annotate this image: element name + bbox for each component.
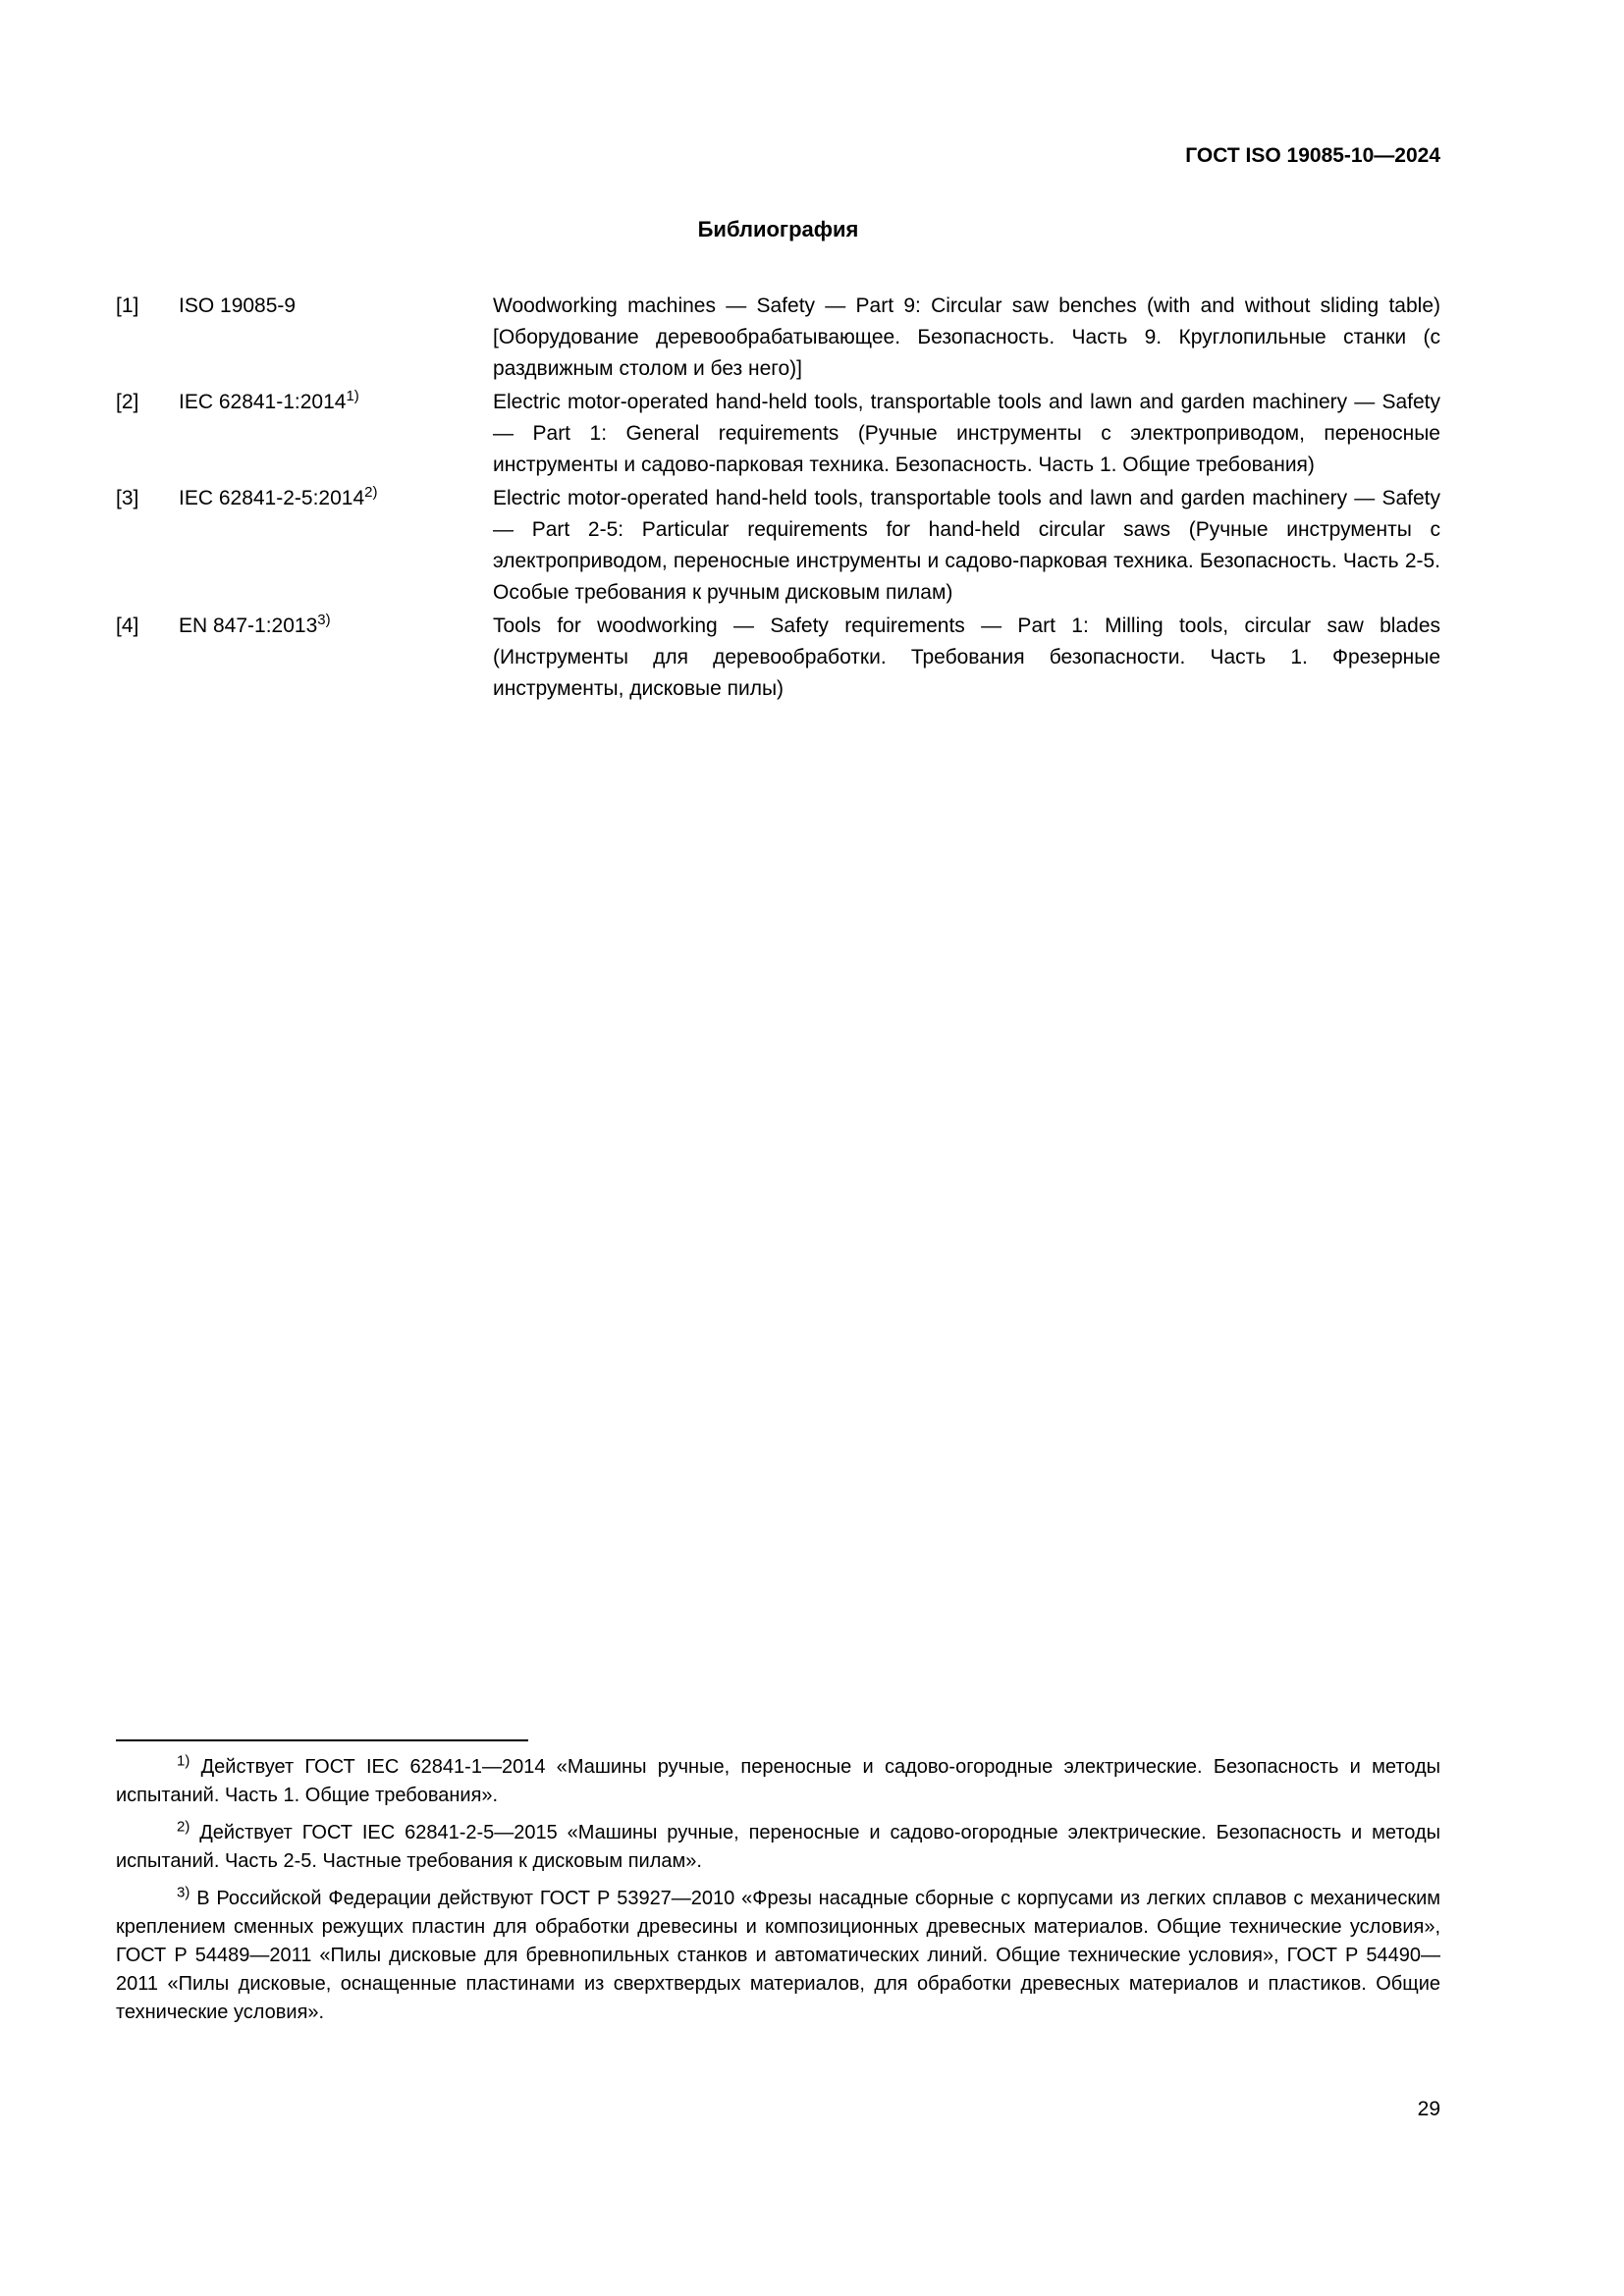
- footnote-marker: 2): [177, 1818, 190, 1836]
- entry-code-text: EN 847-1:2013: [179, 614, 318, 637]
- entry-footnote-marker: 1): [346, 388, 359, 404]
- bibliography-entry: [116, 611, 1440, 705]
- entry-number: [1]: [116, 294, 139, 317]
- entry-number: [4]: [116, 614, 139, 637]
- entry-code: [179, 387, 493, 418]
- footnote-marker: 3): [177, 1884, 190, 1901]
- entry-number: [3]: [116, 487, 139, 509]
- document-header: ГОСТ ISO 19085-10—2024: [1185, 144, 1440, 167]
- entry-description: Tools for woodworking — Safety requirements — Part 1: Milling tools, circular saw blades (Инструменты для деревообработки. Требования безопасности. Часть 1. Фрезерные инструменты, дисковые пилы): [493, 614, 1440, 700]
- footnote-text: Действует ГОСТ IEC 62841-1—2014 «Машины ручные, переносные и садово-огородные электрические. Безопасность и методы испытаний. Часть 1. Общие требования».: [116, 1756, 1440, 1806]
- entry-description: Woodworking machines — Safety — Part 9: Circular saw benches (with and without sliding table) [Оборудование деревообрабатывающее. Безопасность. Часть 9. Круглопильные станки (с раздвижным столом и без него)]: [493, 294, 1440, 380]
- entry-code: [179, 483, 493, 514]
- footnote: [116, 1753, 1440, 1810]
- page-number: 29: [1417, 2098, 1440, 2120]
- entry-code-text: ISO 19085-9: [179, 294, 297, 317]
- footnotes-section: [116, 1739, 1440, 2036]
- footnote: [116, 1819, 1440, 1876]
- bibliography-entry: [116, 387, 1440, 481]
- footnote-text: Действует ГОСТ IEC 62841-2-5—2015 «Машины ручные, переносные и садово-огородные электрические. Безопасность и методы испытаний. Часть 2-5. Частные требования к дисковым пилам».: [116, 1822, 1440, 1872]
- footnote-marker: 1): [177, 1752, 190, 1770]
- entry-code: [179, 291, 493, 322]
- entry-code-text: IEC 62841-1:2014: [179, 391, 347, 413]
- entry-footnote-marker: 2): [364, 484, 378, 501]
- footnote-text: В Российской Федерации действуют ГОСТ Р 53927—2010 «Фрезы насадные сборные с корпусами из легких сплавов с механическим креплением сменных режущих пластин для обработки древесины и композиционных древесных материалов. Общие технические условия», ГОСТ Р 54489—2011 «Пилы дисковые для бревнопильных станков и автоматических линий. Общие технические условия», ГОСТ Р 54490—2011 «Пилы дисковые, оснащенные пластинами из сверхтвердых материалов, для обработки древесных материалов и пластиков. Общие технические условия».: [116, 1888, 1440, 2023]
- entry-number: [2]: [116, 391, 139, 413]
- entry-description: Electric motor-operated hand-held tools, transportable tools and lawn and garden machinery — Safety — Part 1: General requirements (Ручные инструменты с электроприводом, переносные инструменты и садово-парковая техника. Безопасность. Часть 1. Общие требования): [493, 391, 1440, 476]
- footnote: [116, 1885, 1440, 2027]
- entry-description: Electric motor-operated hand-held tools, transportable tools and lawn and garden machinery — Safety — Part 2-5: Particular requirements for hand-held circular saws (Ручные инструменты с электроприводом, переносные инструменты и садово-парковая техника. Безопасность. Часть 2-5. Особые требования к ручным дисковым пилам): [493, 487, 1440, 604]
- entry-code: [179, 611, 493, 642]
- bibliography-list: [116, 291, 1440, 707]
- bibliography-entry: [116, 483, 1440, 609]
- page-title: Библиография: [697, 217, 859, 241]
- entry-code-text: IEC 62841-2-5:2014: [179, 487, 365, 509]
- entry-footnote-marker: 3): [317, 612, 331, 628]
- footnote-divider: [116, 1739, 528, 1741]
- bibliography-entry: [116, 291, 1440, 385]
